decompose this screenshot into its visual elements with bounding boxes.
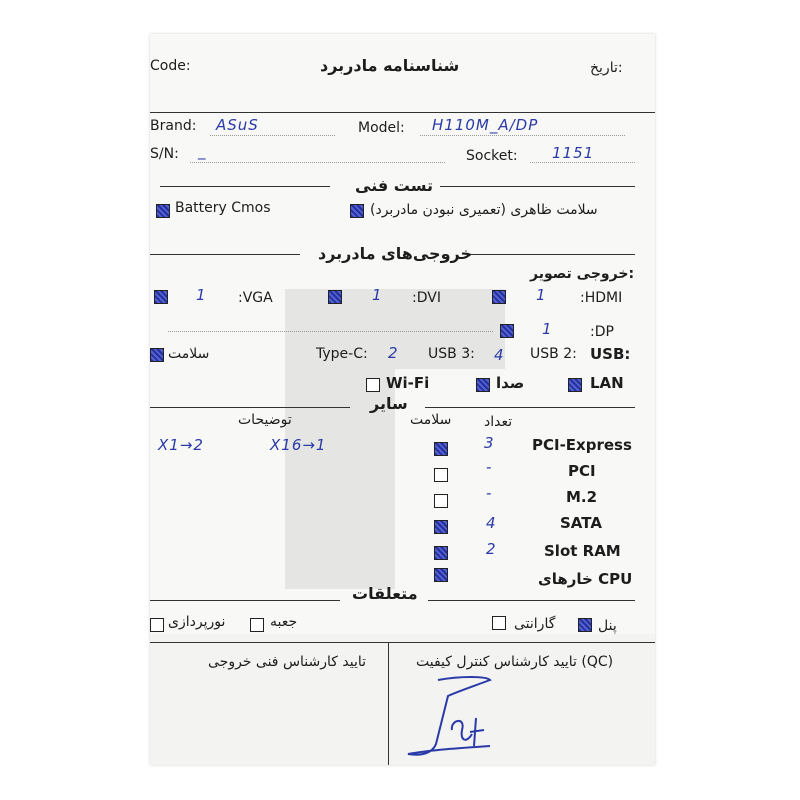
socket-value: 1151: [552, 144, 595, 162]
usb2-count: 4: [494, 346, 505, 364]
header-divider: [150, 112, 655, 113]
hdmi-count: 1: [536, 286, 547, 304]
audio-checkbox[interactable]: [476, 378, 490, 392]
box-checkbox[interactable]: [250, 618, 264, 632]
lighting-label: نورپردازی: [168, 614, 226, 630]
sata-label: SATA: [560, 514, 602, 532]
health-column-header: سلامت: [410, 412, 452, 428]
usb-healthy-label: سلامت: [168, 346, 210, 362]
lan-checkbox[interactable]: [568, 378, 582, 392]
dvi-count: 1: [372, 286, 383, 304]
appearance-checkbox[interactable]: [350, 204, 364, 218]
brand-value: ASuS: [216, 116, 259, 134]
usb3-count: 2: [388, 344, 399, 362]
vga-count: 1: [196, 286, 207, 304]
accessories-heading: متعلقات: [352, 584, 418, 603]
typec-label: Type-C:: [316, 346, 368, 362]
model-label: Model:: [358, 120, 405, 136]
vga-checkbox[interactable]: [154, 290, 168, 304]
cpu-pins-checkbox[interactable]: [434, 568, 448, 582]
other-line-left: [150, 407, 350, 408]
approval-divider: [388, 642, 389, 765]
sn-value: _: [198, 142, 207, 160]
slot-ram-label: Slot RAM: [544, 542, 621, 560]
battery-checkbox[interactable]: [156, 204, 170, 218]
sn-dotline: [190, 162, 445, 163]
usb-healthy-checkbox[interactable]: [150, 348, 164, 362]
dvi-checkbox[interactable]: [328, 290, 342, 304]
socket-label: Socket:: [466, 148, 518, 164]
dp-count: 1: [542, 320, 553, 338]
pci-count: -: [486, 458, 493, 476]
other-heading: سایر: [370, 394, 408, 413]
outputs-line-right: [470, 254, 635, 255]
pci-express-checkbox[interactable]: [434, 442, 448, 456]
outputs-heading: خروجی‌های مادربرد: [318, 244, 472, 263]
brand-dotline: [210, 135, 335, 136]
brand-label: Brand:: [150, 118, 197, 134]
pci-express-count: 3: [484, 434, 495, 452]
usb2-label: USB 2:: [530, 346, 577, 362]
outputs-line-left: [150, 254, 300, 255]
form-title: شناسنامه مادربرد: [320, 56, 460, 75]
code-label: Code:: [150, 58, 191, 74]
dp-label: :DP: [590, 324, 614, 340]
desc-column-header: توضیحات: [238, 412, 292, 428]
usb3-label: USB 3:: [428, 346, 475, 362]
tech-approval-label: تایید کارشناس فنی خروجی: [208, 654, 367, 670]
video-dotline: [168, 331, 493, 332]
pci-label: PCI: [568, 462, 596, 480]
wifi-label: Wi-Fi: [386, 374, 430, 392]
m2-label: M.2: [566, 488, 598, 506]
slot-ram-checkbox[interactable]: [434, 546, 448, 560]
m2-checkbox[interactable]: [434, 494, 448, 508]
dp-checkbox[interactable]: [500, 324, 514, 338]
count-column-header: تعداد: [484, 414, 513, 430]
lighting-checkbox[interactable]: [150, 618, 164, 632]
slot-ram-count: 2: [486, 540, 497, 558]
video-output-label: خروجی تصویر:: [530, 266, 635, 282]
qc-approval-label: تایید کارشناس کنترل کیفیت (QC): [416, 654, 614, 670]
m2-count: -: [486, 484, 493, 502]
wifi-checkbox[interactable]: [366, 378, 380, 392]
usb-label: USB:: [590, 345, 631, 363]
panel-label: پنل: [598, 618, 617, 634]
socket-dotline: [530, 162, 635, 163]
accessories-line-left: [150, 600, 340, 601]
vga-label: :VGA: [238, 290, 273, 306]
tech-test-heading: تست فنی: [355, 176, 433, 195]
warranty-label: گارانتی: [514, 616, 556, 632]
model-value: H110M_A/DP: [432, 116, 539, 134]
other-line-right: [425, 407, 635, 408]
box-label: جعبه: [270, 614, 298, 630]
tech-line-left: [160, 186, 330, 187]
tech-line-right: [440, 186, 635, 187]
sn-label: S/N:: [150, 146, 179, 162]
panel-checkbox[interactable]: [578, 618, 592, 632]
appearance-label: سلامت ظاهری (تعمیری نبودن مادربرد): [370, 202, 598, 218]
desc-note-2: X16→1: [270, 436, 327, 454]
approval-top-line: [150, 642, 655, 643]
date-label: تاریخ:: [590, 60, 623, 76]
pci-express-label: PCI-Express: [532, 436, 632, 454]
sata-count: 4: [486, 514, 497, 532]
sata-checkbox[interactable]: [434, 520, 448, 534]
pci-checkbox[interactable]: [434, 468, 448, 482]
dvi-label: :DVI: [412, 290, 441, 306]
hdmi-label: :HDMI: [580, 290, 623, 306]
hdmi-checkbox[interactable]: [492, 290, 506, 304]
form-sheet: [150, 34, 655, 765]
accessories-line-right: [428, 600, 635, 601]
lan-label: LAN: [590, 374, 624, 392]
model-dotline: [420, 135, 625, 136]
desc-note-1: X1→2: [158, 436, 204, 454]
cpu-pins-label: خارهای CPU: [538, 570, 633, 588]
audio-label: صدا: [496, 374, 525, 392]
warranty-checkbox[interactable]: [492, 616, 506, 630]
battery-label: Battery Cmos: [175, 200, 271, 216]
qc-signature: [390, 674, 510, 764]
